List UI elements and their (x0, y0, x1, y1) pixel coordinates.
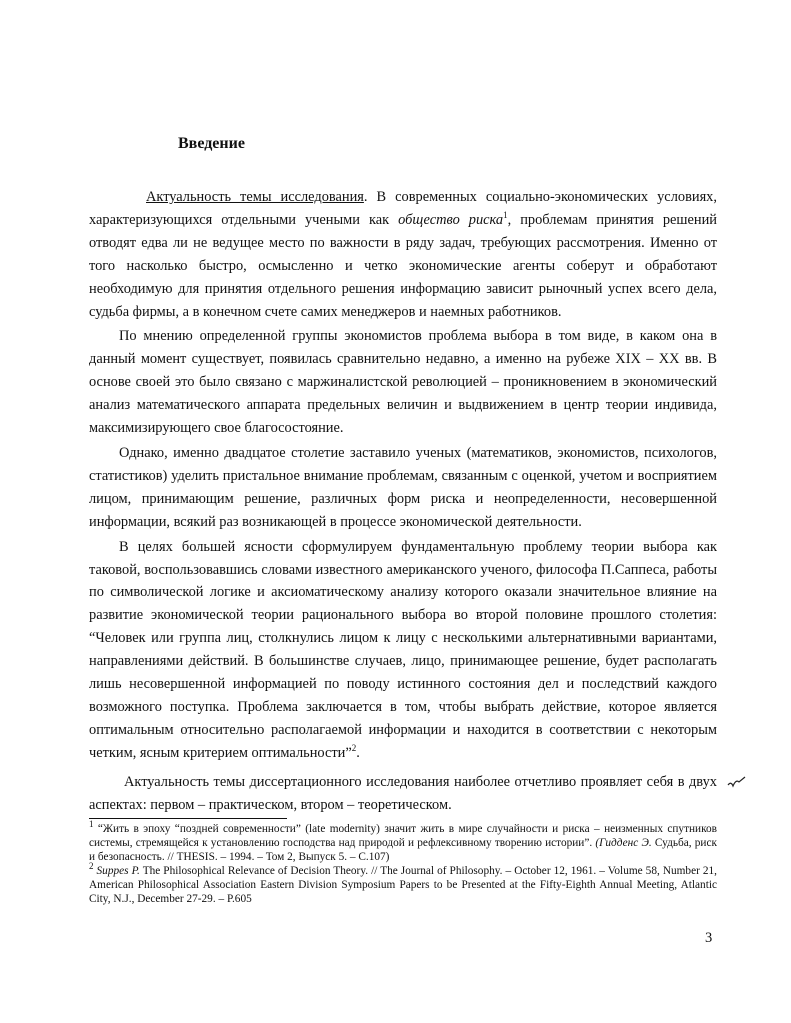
footnote-divider (89, 818, 287, 819)
footnote-ref-1: 1 (503, 210, 508, 221)
footnotes (89, 819, 718, 906)
paragraph-5: Актуальность темы диссертационного исследования наиболее отчетливо проявляет себя в двух аспектах: первом – практическом, втором – теоретическом. (89, 773, 717, 813)
body-text (89, 186, 717, 818)
footnote-1-text: “Жить в эпоху “поздней современности” (late modernity) значит жить в мире случайности и риска – неизменных спутников системы, стремящейся к установлению господства над природой и рефлексивному творению истории”. (89, 823, 717, 849)
footnote-2-author: Suppes P. (93, 865, 140, 877)
paragraph-4-end: . (356, 744, 360, 761)
risk-society-term: общество риска (398, 211, 504, 228)
footnote-1-source: Судьба, риск и безопасность. // THESIS. – 1994. – Том 2, Выпуск 5. – С.107) (89, 837, 717, 863)
paragraph-4 (89, 536, 717, 765)
footnote-ref-2: 2 (351, 742, 357, 753)
paragraph-1-part-2: , проблемам принятия решений отводят едва ли не ведущее место по важности в ряду задач, требующих рассмотрения. Именно от того насколько быстро, осмысленно и четко экономические агенты соберут и обработают необходимую для принятия отдельного решения информацию зависит рыночный успех всего дела, судьба фирмы, а в конечном счете самих менеджеров и наемных работников. (89, 211, 717, 320)
relevance-label: Актуальность темы исследования (146, 189, 364, 205)
paragraph-4-text: В целях большей ясности сформулируем фундаментальную проблему теории выбора как таковой, воспользовавшись словами известного американского ученого, философа П.Саппеса, работы по символической логике и аксиоматическому анализу которого оказали значительное влияние на развитие экономической теории рационального выбора во второй половине прошлого столетия: “Человек или группа лиц, столкнулись лицом к лицу с несколькими альтернативными вариантами, направлениями действий. В большинстве случаев, лицо, принимающее решение, будет располагать лишь несовершенной информацией по поводу истинного состояния дел и последствий каждого возможного поступка. Проблема заключается в том, чтобы выбрать действие, которое является оптимальным относительно располагаемой информации и находится в соответствии с некоторым четким, ясным критерием оптимальности” (89, 538, 717, 761)
footnote-2-source: The Philosophical Relevance of Decision Theory. // The Journal of Philosophy. – October 12, 1961. – Volume 58, Number 21, American Philosophical Association Eastern Division Symposium Papers to be Presented at the Fifty-Eighth Annual Meeting, Atlantic City, N.J., December 27-29. – P.605 (89, 865, 718, 905)
page-number: 3 (705, 930, 713, 946)
paragraph-2: По мнению определенной группы экономистов проблема выбора в том виде, в каком она в данный момент существует, появилась сравнительно недавно, а именно на рубеже XIX – XX вв. В основе своей это было связано с маржиналистской революцией – проникновением в экономический анализ математического аппарата предельных величин и выдвижением в центр теории индивида, максимизирующего свое благосостояние. (89, 328, 717, 437)
footnote-1-author: (Гидденс Э. (595, 837, 652, 849)
footnote-1 (89, 819, 717, 864)
section-heading: Введение (178, 135, 245, 152)
footnote-2-marker: 2 (89, 861, 94, 872)
footnote-2 (89, 861, 718, 906)
paragraph-1-part-1: . В современных социально-экономических условиях, характеризующихся отдельными учеными как (89, 189, 717, 228)
footnote-1-marker: 1 (89, 819, 94, 830)
pen-mark-icon (727, 775, 747, 789)
paragraph-1 (89, 186, 717, 323)
paragraph-3: Однако, именно двадцатое столетие заставило ученых (математиков, экономистов, психологов, статистиков) уделить пристальное внимание проблемам, связанным с оценкой, учетом и восприятием лицом, принимающим решение, различных форм риска и неопределенности, несовершенной информации, всякий раз возникающей в процессе экономической деятельности. (89, 444, 717, 530)
